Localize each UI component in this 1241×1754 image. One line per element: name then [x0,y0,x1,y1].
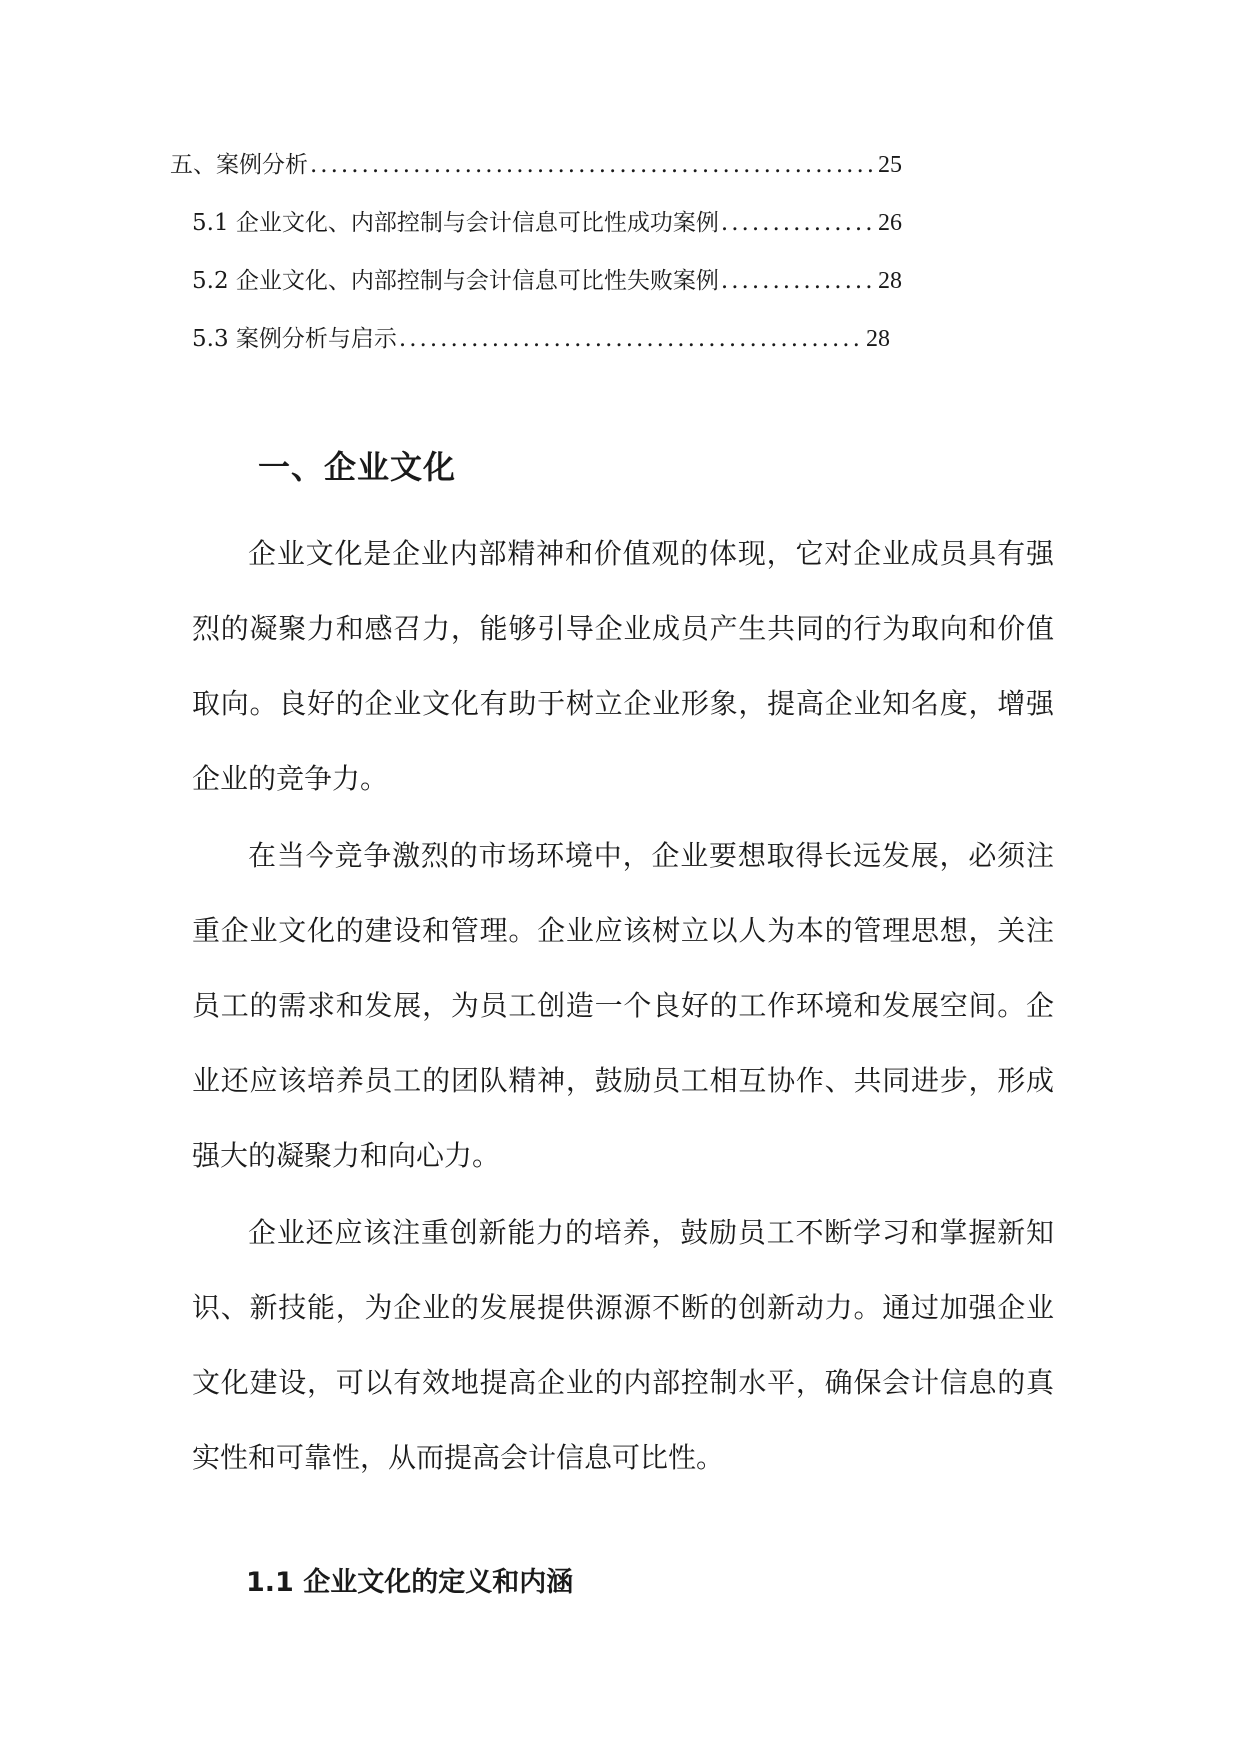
body-paragraph: 在当今竞争激烈的市场环境中，企业要想取得长远发展，必须注重企业文化的建设和管理。企业应该树立以人为本的管理思想，关注员工的需求和发展，为员工创造一个良好的工作环境和发展空间。企业还应该培养员工的团队精神，鼓励员工相互协作、共同进步，形成强大的凝聚力和向心力。 [192,839,1054,1172]
toc-entry-label: 5.3 案例分析与启示 [192,326,397,352]
toc-leader-dots [721,210,876,236]
toc-entry[interactable] [192,204,902,244]
body-paragraph: 企业文化是企业内部精神和价值观的体现，它对企业成员具有强烈的凝聚力和感召力，能够引导企业成员产生共同的行为取向和价值取向。良好的企业文化有助于树立企业形象，提高企业知名度，增强企业的竞争力。 [192,537,1054,795]
toc-entry[interactable] [170,146,902,186]
toc-entry-label: 五、案例分析 [170,152,308,178]
toc-entry[interactable] [192,320,890,360]
toc-entry-page: 28 [878,268,902,294]
toc-leader-dots [399,326,864,352]
subsection-heading: 1.1 企业文化的定义和内涵 [246,1567,574,1598]
toc-entry[interactable] [192,262,902,302]
toc-entry-page: 25 [878,152,902,178]
section-heading: 一、企业文化 [258,448,457,486]
body-paragraph: 企业还应该注重创新能力的培养，鼓励员工不断学习和掌握新知识、新技能，为企业的发展提供源源不断的创新动力。通过加强企业文化建设，可以有效地提高企业的内部控制水平，确保会计信息的真实性和可靠性，从而提高会计信息可比性。 [192,1216,1054,1474]
toc-entry-label: 5.2 企业文化、内部控制与会计信息可比性失败案例 [192,268,719,294]
toc-entry-page: 26 [878,210,902,236]
toc-leader-dots [721,268,876,294]
toc-entry-label: 5.1 企业文化、内部控制与会计信息可比性成功案例 [192,210,719,236]
toc-leader-dots [310,152,876,178]
toc-entry-page: 28 [866,326,890,352]
